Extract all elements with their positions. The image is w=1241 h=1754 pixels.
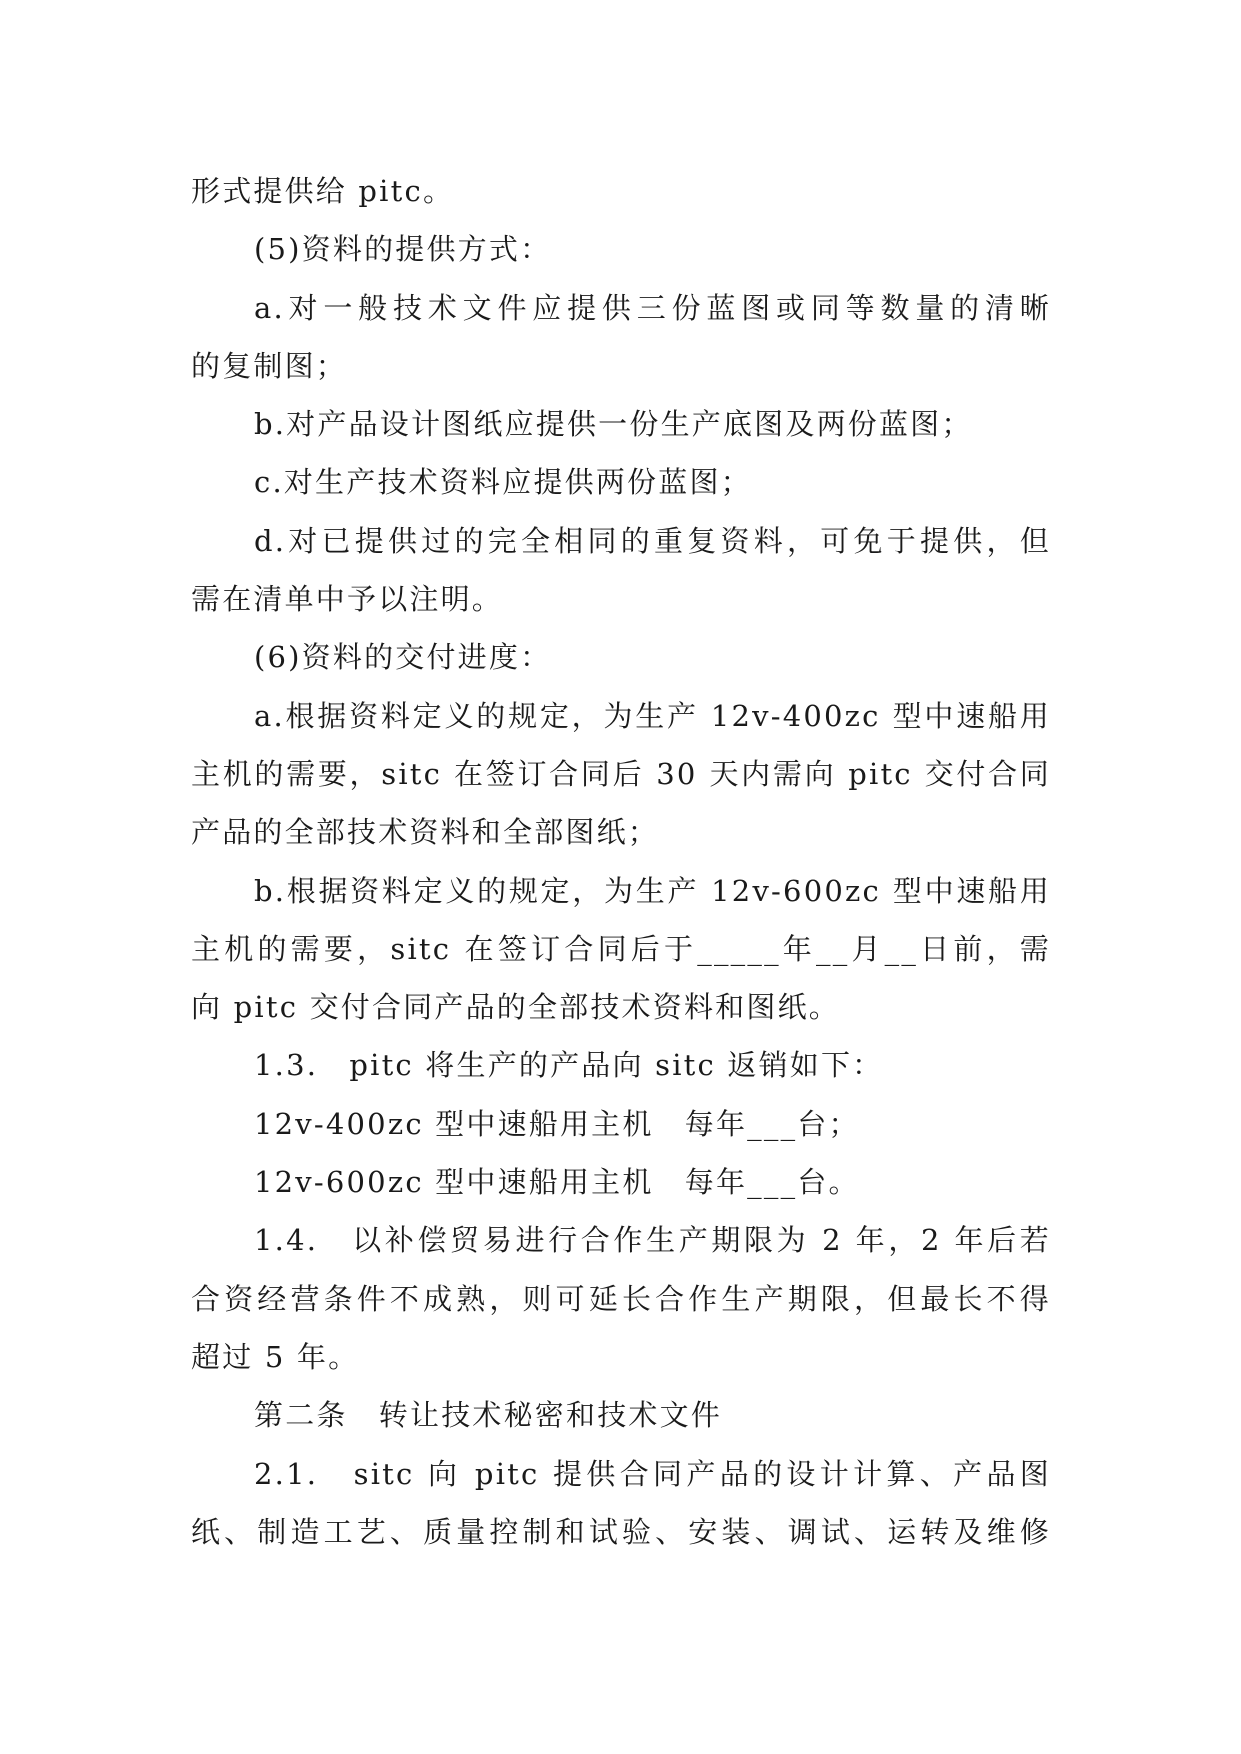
text-line: 12v-400zc 型中速船用主机 每年___台；: [254, 1106, 860, 1141]
text-line: (5)资料的提供方式：: [254, 232, 552, 267]
text-line: 超过 5 年。: [191, 1339, 360, 1374]
document-body: [191, 162, 1051, 1561]
text-line: 形式提供给 pitc。: [191, 174, 455, 208]
text-line: 1.3. pitc 将生产的产品向 sitc 返销如下：: [254, 1048, 884, 1083]
text-line: 向 pitc 交付合同产品的全部技术资料和图纸。: [191, 990, 840, 1025]
text-line: 合资经营条件不成熟，则可延长合作生产期限，但最长不得: [191, 1281, 1051, 1316]
text-line: b.对产品设计图纸应提供一份生产底图及两份蓝图；: [254, 407, 973, 442]
text-line: 产品的全部技术资料和全部图纸；: [191, 815, 660, 850]
text-line: 第二条 转让技术秘密和技术文件: [254, 1398, 723, 1433]
text-line: (6)资料的交付进度：: [254, 640, 552, 675]
text-line: 主机的需要，sitc 在签订合同后 30 天内需向 pitc 交付合同: [191, 756, 1051, 791]
text-line: 纸、制造工艺、质量控制和试验、安装、调试、运转及维修: [191, 1514, 1051, 1549]
text-line: 的复制图；: [191, 348, 348, 383]
text-line: b.根据资料定义的规定，为生产 12v-600zc 型中速船用: [254, 873, 1051, 908]
text-line: 主机的需要，sitc 在签订合同后于_____年__月__日前，需: [191, 931, 1051, 966]
text-line: d.对已提供过的完全相同的重复资料，可免于提供，但: [254, 523, 1051, 558]
text-line: 2.1. sitc 向 pitc 提供合同产品的设计计算、产品图: [254, 1456, 1051, 1491]
text-line: a.对一般技术文件应提供三份蓝图或同等数量的清晰: [254, 290, 1051, 325]
text-line: 1.4. 以补偿贸易进行合作生产期限为 2 年，2 年后若: [254, 1223, 1051, 1258]
text-line: 需在清单中予以注明。: [191, 582, 504, 617]
text-line: c.对生产技术资料应提供两份蓝图；: [254, 465, 752, 500]
text-line: 12v-600zc 型中速船用主机 每年___台。: [254, 1165, 860, 1200]
text-line: a.根据资料定义的规定，为生产 12v-400zc 型中速船用: [254, 698, 1051, 733]
